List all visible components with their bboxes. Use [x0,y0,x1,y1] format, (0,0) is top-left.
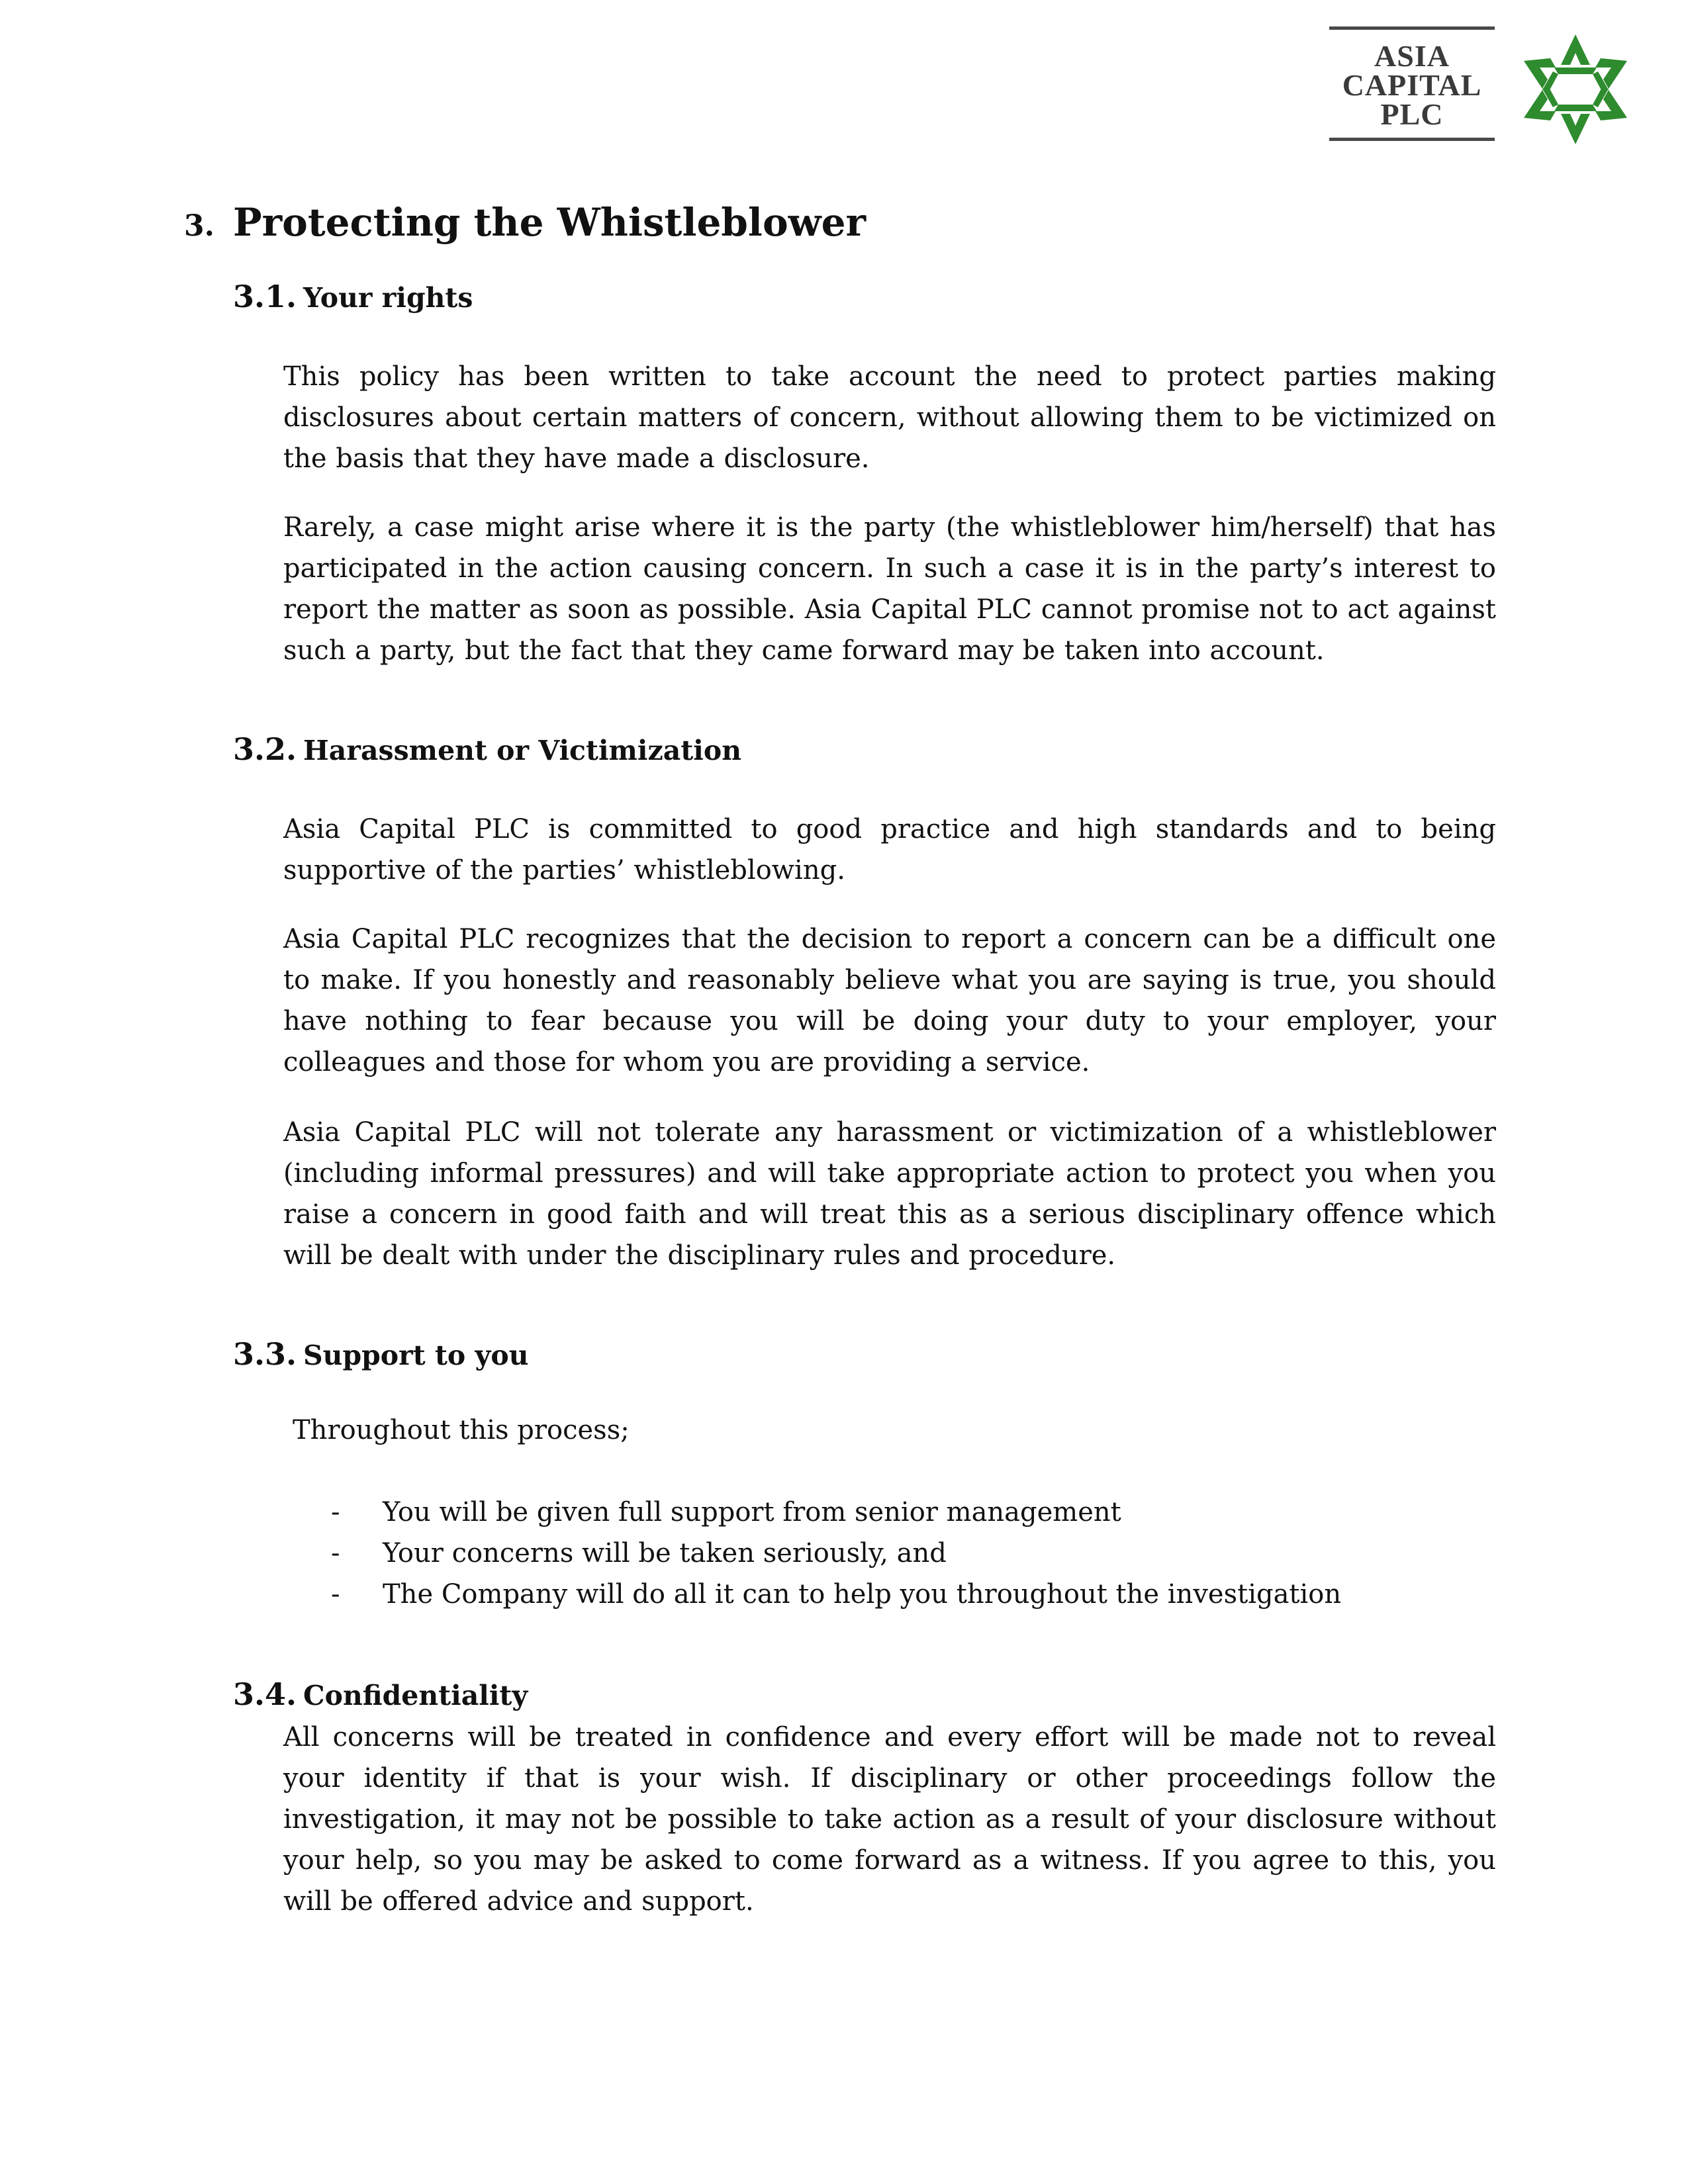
list-item [331,1533,1341,1574]
bullet-dash: - [331,1497,340,1527]
paragraph-3-1-a: This policy has been written to take account the need to protect parties making disclosures about certain matters of concern, without allowing them to be victimized on the basis that they have made a disclosure. [283,361,1496,474]
list-item [331,1574,1341,1615]
subsection-heading-3-4 [233,1676,528,1714]
section-number: 3. [184,209,214,243]
paragraph-3-1-b: Rarely, a case might arise where it is the party (the whistleblower him/herself) that has participated in the action causing concern. In such a case it is in the party’s interest to report the matter as soon as possible. Asia Capital PLC cannot promise not to act against such a party, but the fact that they came forward may be taken into account. [283,512,1496,666]
paragraph-3-4-a: All concerns will be treated in confidence and every effort will be made not to reveal your identity if that is your wish. If disciplinary or other proceedings follow the investigation, it may not be possible to take action as a result of your disclosure without your help, so you may be asked to come forward as a witness. If you agree to this, you will be offered advice and support. [283,1722,1496,1917]
list-item-text: The Company will do all it can to help you throughout the investigation [383,1579,1342,1610]
subsection-title: Harassment or Victimization [303,735,742,766]
paragraph-3-2-c: Asia Capital PLC will not tolerate any harassment or victimization of a whistleblower (including informal pressures) and will take appropriate action to protect you when you raise a concern in good faith and will treat this as a serious disciplinary offence which will be dealt with under the disciplinary rules and procedure. [283,1117,1496,1271]
logo-line-2: CAPITAL [1342,68,1482,102]
subsection-number: 3.3. [233,1336,297,1372]
subsection-number: 3.1. [233,279,297,314]
paragraph-3-2-b: Asia Capital PLC recognizes that the decision to report a concern can be a difficult one to make. If you honestly and reasonably believe what you are saying is true, you should have nothing to fear because you will be doing your duty to your employer, your colleagues and those for whom you are providing a service. [283,924,1496,1077]
subsection-heading-3-2 [233,731,741,769]
support-list [331,1492,1341,1615]
logo-line-1: ASIA [1374,39,1450,73]
logo-bottom-rule [1329,138,1495,141]
logo-top-rule [1329,26,1495,30]
list-item-text: You will be given full support from senior management [383,1497,1121,1527]
list-item-text: Your concerns will be taken seriously, and [383,1538,947,1569]
list-item [331,1492,1341,1533]
subsection-title: Confidentiality [303,1680,528,1711]
subsection-number: 3.4. [233,1676,297,1712]
subsection-heading-3-1 [233,278,473,316]
company-logo [1329,26,1495,142]
star-of-david-icon [1516,33,1635,146]
support-intro: Throughout this process; [293,1415,630,1445]
bullet-dash: - [331,1538,340,1569]
subsection-title: Your rights [303,282,473,314]
subsection-title: Support to you [303,1340,529,1371]
subsection-number: 3.2. [233,731,297,767]
paragraph-3-2-a: Asia Capital PLC is committed to good practice and high standards and to being supportive of the parties’ whistleblowing. [283,814,1496,886]
bullet-dash: - [331,1579,340,1610]
subsection-heading-3-3 [233,1336,529,1374]
section-title: Protecting the Whistleblower [233,200,867,245]
logo-line-3: PLC [1380,97,1444,131]
